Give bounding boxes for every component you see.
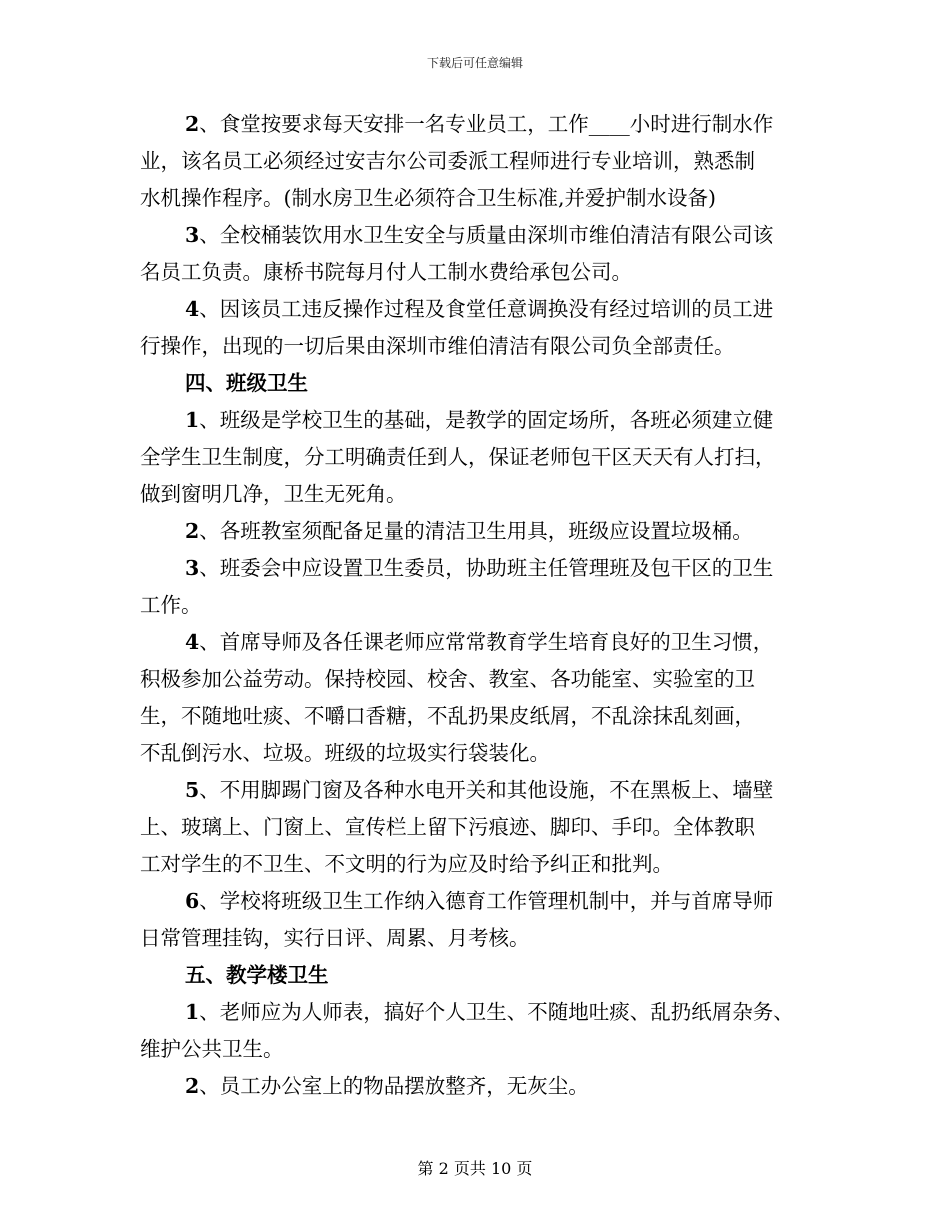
clause-line: 2、员工办公室上的物品摆放整齐，无灰尘。 xyxy=(185,1074,589,1098)
class-clause-2 xyxy=(140,513,820,550)
clause-line: 水机操作程序。(制水房卫生必须符合卫生标准,并爱护制水设备) xyxy=(140,186,717,210)
clause-line: 业，该名员工必须经过安吉尔公司委派工程师进行专业培训，熟悉制 xyxy=(140,149,755,173)
document-body xyxy=(140,106,820,1105)
clause-line: 3、班委会中应设置卫生委员，协助班主任管理班及包干区的卫生 xyxy=(185,556,774,580)
page-footer: 第 2 页共 10 页 xyxy=(417,1159,533,1178)
clause-number: 6 xyxy=(185,889,200,913)
clause-line: 4、因该员工违反操作过程及食堂任意调换没有经过培训的员工进 xyxy=(185,297,774,321)
clause-line: 2、食堂按要求每天安排一名专业员工，工作____小时进行制水作 xyxy=(185,112,774,136)
clause-line: 不乱倒污水、垃圾。班级的垃圾实行袋装化。 xyxy=(140,741,550,765)
clause-2 xyxy=(140,106,820,217)
clause-line: 名员工负责。康桥书院每月付人工制水费给承包公司。 xyxy=(140,260,632,284)
clause-number: 1 xyxy=(185,1000,200,1024)
clause-line: 生，不随地吐痰、不嚼口香糖，不乱扔果皮纸屑，不乱涂抹乱刻画， xyxy=(140,704,755,728)
clause-line: 做到窗明几净，卫生无死角。 xyxy=(140,482,407,506)
clause-line: 1、老师应为人师表，搞好个人卫生、不随地吐痰、乱扔纸屑杂务、 xyxy=(185,1000,794,1024)
section-heading-class-hygiene: 四、班级卫生 xyxy=(185,371,308,395)
clause-line: 2、各班教室须配备足量的清洁卫生用具，班级应设置垃圾桶。 xyxy=(185,519,753,543)
clause-number: 3 xyxy=(185,556,200,580)
class-clause-6 xyxy=(140,883,820,957)
clause-line: 1、班级是学校卫生的基础，是教学的固定场所，各班必须建立健 xyxy=(185,408,774,432)
clause-number: 2 xyxy=(185,519,200,543)
clause-number: 5 xyxy=(185,778,200,802)
section-heading-building-hygiene: 五、教学楼卫生 xyxy=(185,963,329,987)
clause-4 xyxy=(140,291,820,365)
clause-number: 1 xyxy=(185,408,200,432)
class-clause-1 xyxy=(140,402,820,513)
clause-line: 日常管理挂钩，实行日评、周累、月考核。 xyxy=(140,926,530,950)
clause-number: 2 xyxy=(185,1074,200,1098)
clause-line: 工作。 xyxy=(140,593,202,617)
clause-line: 维护公共卫生。 xyxy=(140,1037,284,1061)
clause-line: 全学生卫生制度，分工明确责任到人，保证老师包干区天天有人打扫， xyxy=(140,445,776,469)
clause-line: 3、全校桶装饮用水卫生安全与质量由深圳市维伯清洁有限公司该 xyxy=(185,223,774,247)
page-header: 下载后可任意编辑 xyxy=(426,56,523,70)
class-clause-5 xyxy=(140,772,820,883)
clause-line: 4、首席导师及各任课老师应常常教育学生培育良好的卫生习惯， xyxy=(185,630,774,654)
clause-number: 2 xyxy=(185,112,200,136)
clause-line: 6、学校将班级卫生工作纳入德育工作管理机制中，并与首席导师 xyxy=(185,889,774,913)
clause-line: 上、玻璃上、门窗上、宣传栏上留下污痕迹、脚印、手印。全体教职 xyxy=(140,815,755,839)
class-clause-3 xyxy=(140,550,820,624)
clause-number: 4 xyxy=(185,630,200,654)
clause-line: 行操作，出现的一切后果由深圳市维伯清洁有限公司负全部责任。 xyxy=(140,334,735,358)
clause-line: 积极参加公益劳动。保持校园、校舍、教室、各功能室、实验室的卫 xyxy=(140,667,755,691)
clause-line: 5、不用脚踢门窗及各种水电开关和其他设施，不在黑板上、墙壁 xyxy=(185,778,774,802)
building-clause-1 xyxy=(140,994,820,1068)
clause-number: 4 xyxy=(185,297,200,321)
building-clause-2 xyxy=(140,1068,820,1105)
clause-line: 工对学生的不卫生、不文明的行为应及时给予纠正和批判。 xyxy=(140,852,673,876)
class-clause-4 xyxy=(140,624,820,772)
clause-3 xyxy=(140,217,820,291)
clause-number: 3 xyxy=(185,223,200,247)
